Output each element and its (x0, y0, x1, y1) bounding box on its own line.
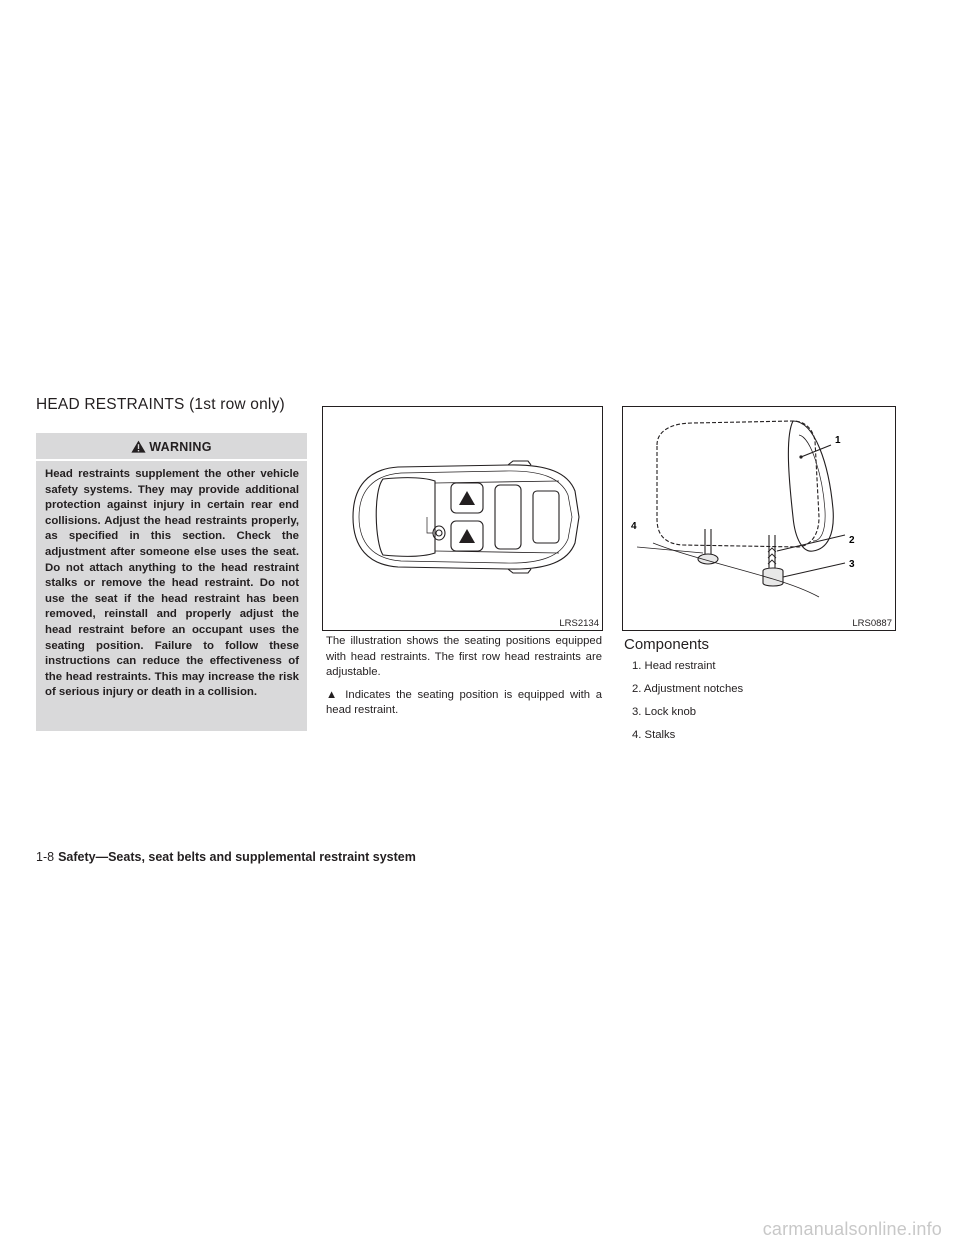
list-item: 4. Stalks (632, 729, 676, 741)
head-restraint-marker-lower (459, 529, 475, 543)
page-number: 1-8 (36, 850, 55, 864)
figure1-code: LRS2134 (559, 618, 599, 629)
warning-box (36, 433, 307, 731)
head-restraint-marker-upper (459, 491, 475, 505)
seating-paragraph: The illustration shows the seating positions equipped with head restraints. The first row head restraints are adjustable. (326, 635, 602, 678)
vehicle-top-view-figure (322, 406, 603, 631)
seating-description (326, 634, 602, 726)
warning-text: Head restraints supplement the other vehicle safety systems. They may provide additional protection against injury in certain rear end collisions. Adjust the head restraints properly, as specified in this section. Check the adjustment after someone else uses the seat. Do not attach anything to the head restraint stalks or remove the head restraint. Do not use the seat if the head restraint has been removed, reinstall and properly adjust the head restraint before an occupant uses the seating position. Failure to follow these instructions can reduce the effectiveness of the head restraints. This may increase the risk of serious injury or death in a collision. (45, 468, 299, 699)
components-list (632, 660, 743, 752)
list-item: 1. Head restraint (632, 660, 716, 672)
marker-description: Indicates the seating position is equipped with a head restraint. (326, 688, 602, 716)
watermark: carmanualsonline.info (762, 1219, 942, 1239)
warning-triangle-icon (131, 440, 146, 453)
section-title (36, 396, 285, 414)
section-title-main: HEAD RESTRAINTS (36, 396, 190, 413)
figure2-code: LRS0887 (852, 618, 892, 629)
warning-header (36, 440, 307, 454)
section-title-sub: (1st row only) (189, 396, 285, 413)
callout-3: 3 (849, 559, 855, 570)
head-restraint-illustration (623, 407, 895, 630)
vehicle-top-view-illustration (323, 407, 602, 630)
page-footer (36, 850, 416, 864)
marker-paragraph (326, 688, 602, 719)
callout-1: 1 (835, 435, 841, 446)
warning-label: WARNING (149, 440, 212, 454)
components-heading: Components (624, 636, 710, 653)
list-item: 3. Lock knob (632, 706, 697, 718)
callout-2: 2 (849, 535, 855, 546)
head-restraint-figure (622, 406, 896, 631)
list-item: 2. Adjustment notches (632, 683, 744, 695)
marker-symbol: ▲ (326, 688, 340, 701)
warning-divider (36, 459, 307, 461)
callout-4: 4 (631, 521, 637, 532)
footer-title: Safety—Seats, seat belts and supplemental restraint system (58, 850, 416, 864)
